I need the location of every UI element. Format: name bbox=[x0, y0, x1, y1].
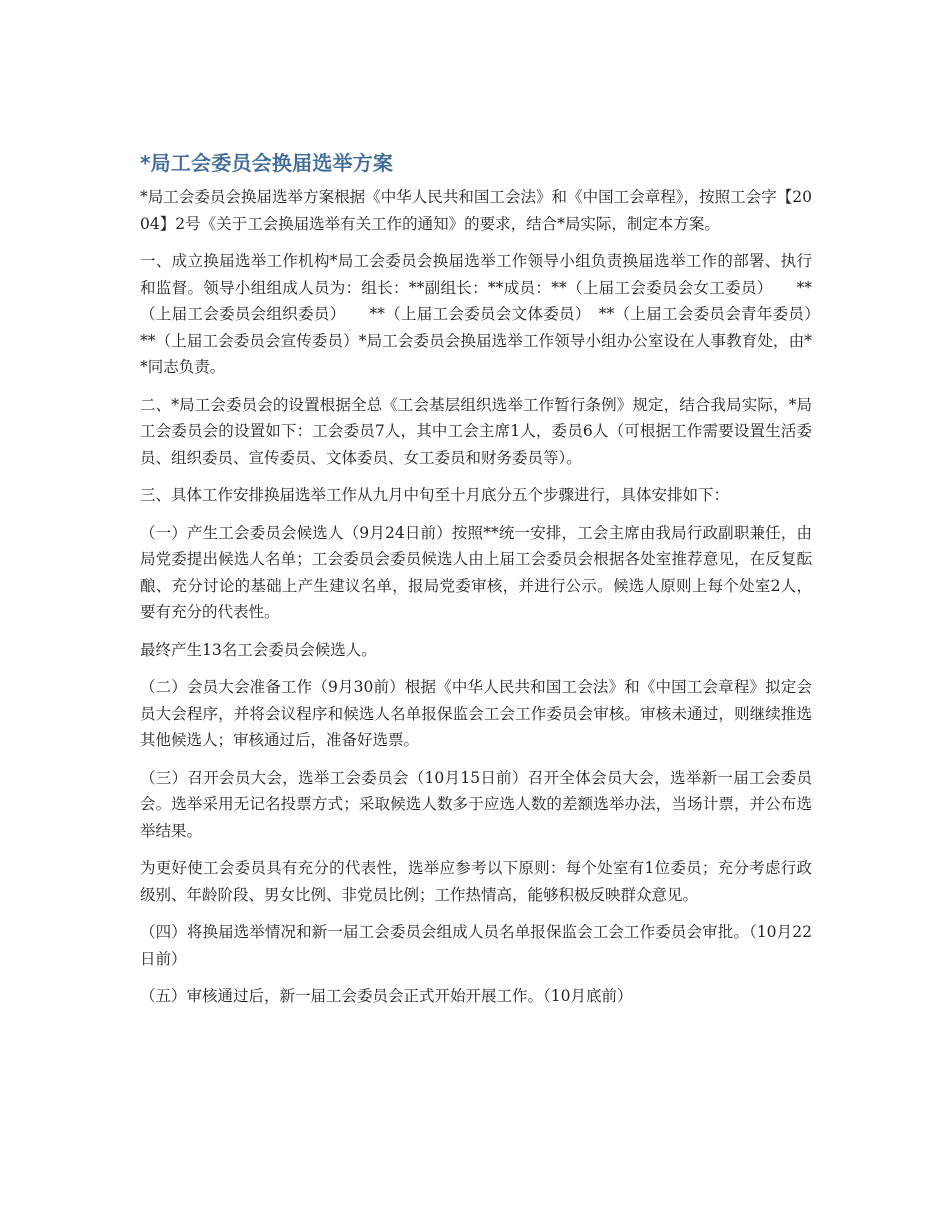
paragraph-principles: 为更好使工会委员具有充分的代表性，选举应参考以下原则：每个处室有1位委员；充分考虑行政级别、年龄阶段、男女比例、非党员比例；工作热情高，能够积极反映群众意见。 bbox=[140, 859, 812, 904]
paragraph-step-2: （二）会员大会准备工作（9月30前）根据《中华人民共和国工会法》和《中国工会章程》拟定会员大会程序，并将会议程序和候选人名单报保监会工会工作委员会审核。审核未通过，则继续推选其他候选人；审核通过后，准备好选票。 bbox=[140, 678, 812, 749]
paragraph-step-1-result: 最终产生13名工会委员会候选人。 bbox=[140, 640, 377, 659]
paragraph-step-3: （三）召开会员大会，选举工会委员会（10月15日前）召开全体会员大会，选举新一届工会委员会。选举采用无记名投票方式；采取候选人数多于应选人数的差额选举办法，当场计票，并公布选举结果。 bbox=[140, 768, 812, 840]
paragraph-step-1: （一）产生工会委员会候选人（9月24日前）按照**统一安排，工会主席由我局行政副职兼任，由局党委提出候选人名单；工会委员会委员候选人由上届工会委员会根据各处室推荐意见，在反复酝酿、充分讨论的基础上产生建议名单，报局党委审核，并进行公示。候选人原则上每个处室2人，要有充分的代表性。 bbox=[140, 523, 812, 621]
paragraph-step-4: （四）将换届选举情况和新一届工会委员会组成人员名单报保监会工会工作委员会审批。（10月22日前） bbox=[140, 923, 812, 968]
paragraph-intro: *局工会委员会换届选举方案根据《中华人民共和国工会法》和《中国工会章程》，按照工会字【2004】2号《关于工会换届选举有关工作的通知》的要求，结合*局实际，制定本方案。 bbox=[140, 188, 812, 233]
paragraph-step-5: （五）审核通过后，新一届工会委员会正式开始开展工作。（10月底前） bbox=[140, 987, 633, 1005]
document-title: *局工会委员会换届选举方案 bbox=[140, 151, 394, 175]
paragraph-section-3: 三、具体工作安排换届选举工作从九月中旬至十月底分五个步骤进行，具体安排如下： bbox=[140, 486, 730, 504]
document-page bbox=[140, 148, 844, 1021]
paragraph-section-2: 二、*局工会委员会的设置根据全总《工会基层组织选举工作暂行条例》规定，结合我局实际，*局工会委员会的设置如下：工会委员7人，其中工会主席1人，委员6人（可根据工作需要设置生活委员、组织委员、宣传委员、文体委员、女工委员和财务委员等）。 bbox=[140, 395, 812, 467]
paragraph-section-1: 一、成立换届选举工作机构*局工会委员会换届选举工作领导小组负责换届选举工作的部署、执行和监督。领导小组组成人员为：组长：**副组长：**成员：**（上届工会委员会女工委员） **（上届工会委员会组织委员） **（上届工会委员会文体委员） **（上届工会委员会青年委员） **（上届工会委员会宣传委员）*局工会委员会换届选举工作领导小组办公室设在人事教育处，由**同志负责。 bbox=[140, 252, 844, 376]
